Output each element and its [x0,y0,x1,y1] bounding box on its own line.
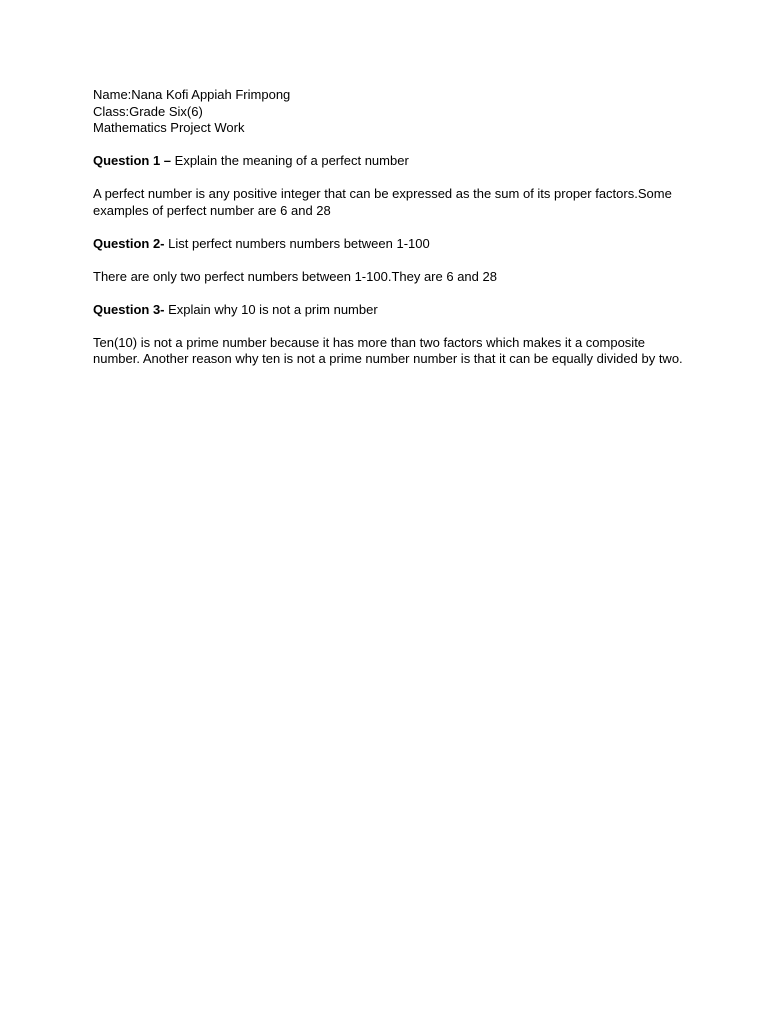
student-name: Name:Nana Kofi Appiah Frimpong [93,87,291,102]
question-1 [93,153,683,170]
question-1-prompt: Explain the meaning of a perfect number [171,153,409,168]
answer-2: There are only two perfect numbers between 1-100.They are 6 and 28 [93,268,497,284]
question-3 [93,302,683,319]
answer-3: Ten(10) is not a prime number because it has more than two factors which makes it a composite number. Another reason why ten is not a prime number number is that it can be equally divided by two. [93,334,683,366]
question-3-prompt: Explain why 10 is not a prim number [164,301,378,317]
question-1-label: Question 1 – [93,153,172,168]
spacer [93,252,683,269]
student-class: Class:Grade Six(6) [93,103,203,119]
question-2-prompt: List perfect numbers numbers between 1-100 [164,235,430,251]
document-subject: Mathematics Project Work [93,120,245,135]
question-2-label: Question 2- [93,235,165,251]
document-body [93,87,683,368]
spacer [93,137,683,154]
question-3-label: Question 3- [93,301,165,317]
answer-1: A perfect number is any positive integer that can be expressed as the sum of its proper factors.Some examples of perfect number are 6 and 28 [93,186,672,218]
spacer [93,170,683,187]
spacer [93,219,683,236]
spacer [93,285,683,302]
question-2 [93,236,683,253]
spacer [93,318,683,335]
